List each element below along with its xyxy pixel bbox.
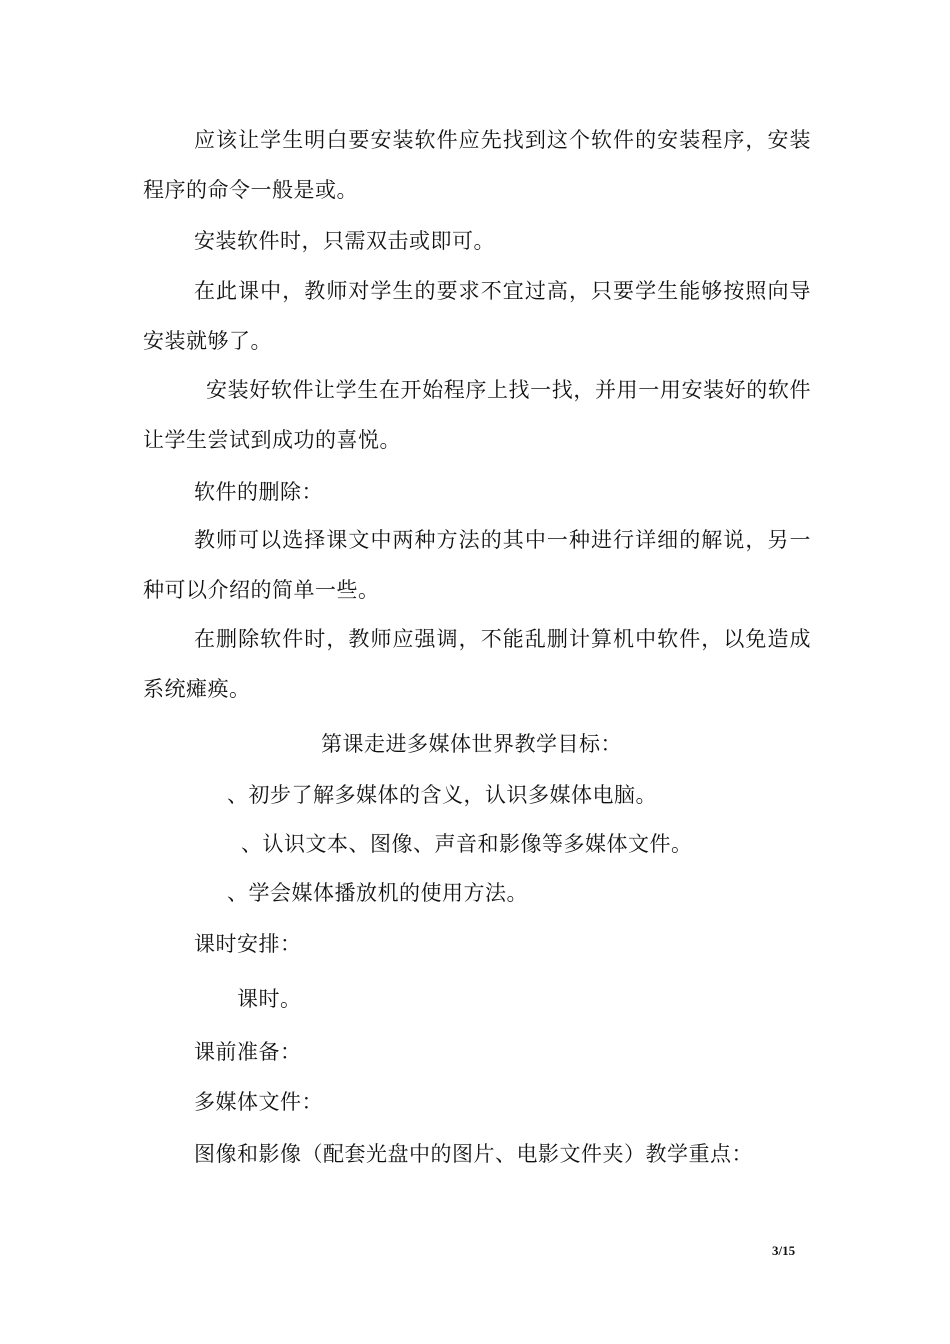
lesson-heading: 第课走进多媒体世界教学目标： <box>321 732 622 756</box>
schedule-label: 课时安排： <box>194 932 302 956</box>
paragraph-removal-warning: 在删除软件时，教师应强调，不能乱删计算机中软件，以免造成系统瘫痪。 <box>143 627 811 701</box>
images-and-video-line: 图像和影像（配套光盘中的图片、电影文件夹）教学重点： <box>194 1142 753 1166</box>
objective-item-2: 、认识文本、图像、声音和影像等多媒体文件。 <box>241 832 693 856</box>
paragraph-after-install: 安装好软件让学生在开始程序上找一找，并用一用安装好的软件让学生尝试到成功的喜悦。 <box>143 378 811 452</box>
preparation-label: 课前准备： <box>194 1040 302 1064</box>
schedule-value: 课时。 <box>237 987 302 1011</box>
page-number: 3/15 <box>772 1243 796 1258</box>
paragraph-double-click: 安装软件时，只需双击或即可。 <box>194 229 495 253</box>
paragraph-removal-methods: 教师可以选择课文中两种方法的其中一种进行详细的解说，另一种可以介绍的简单一些。 <box>143 528 811 602</box>
objective-item-1: 、初步了解多媒体的含义，认识多媒体电脑。 <box>227 783 657 807</box>
objective-item-3: 、学会媒体播放机的使用方法。 <box>227 881 528 905</box>
multimedia-files-label: 多媒体文件： <box>194 1090 323 1114</box>
paragraph-install-program: 应该让学生明白要安装软件应先找到这个软件的安装程序，安装程序的命令一般是或。 <box>143 128 811 202</box>
paragraph-software-removal: 软件的删除： <box>194 480 323 504</box>
paragraph-teacher-requirement: 在此课中，教师对学生的要求不宜过高，只要学生能够按照向导安装就够了。 <box>143 279 811 353</box>
